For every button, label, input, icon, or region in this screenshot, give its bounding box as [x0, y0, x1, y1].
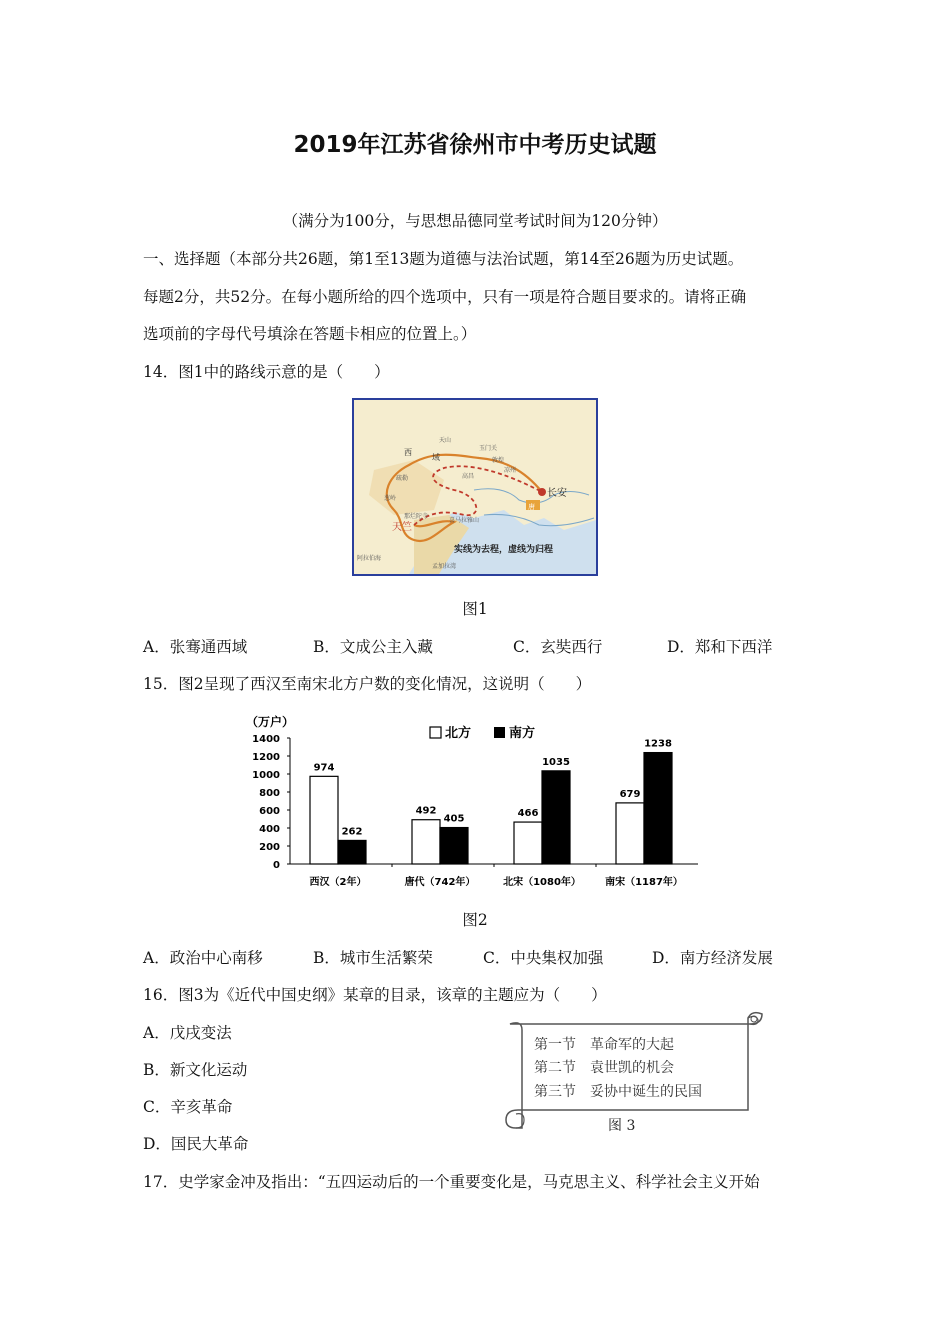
- legend-swatch-north: [430, 727, 441, 738]
- label-dunhuang: 敦煌: [492, 457, 505, 464]
- figure-2-label: 图2: [462, 911, 488, 929]
- label-liangzhou: 凉州: [504, 467, 517, 474]
- label-yumenguan: 玉门关: [479, 445, 498, 452]
- label-bay-of-bengal: 孟加拉湾: [432, 563, 457, 570]
- bar-south: [542, 771, 570, 864]
- label-yu: 域: [432, 453, 440, 462]
- section-instructions-line-2: 每题2分，共52分。在每小题所给的四个选项中，只有一项是符合题目要求的。请将正确: [143, 288, 747, 306]
- label-tang: 唐: [528, 503, 535, 511]
- label-arabian-sea: 阿拉伯海: [357, 555, 382, 562]
- data-label: 492: [415, 805, 437, 817]
- x-tick-label: 北宋（1080年）: [503, 877, 581, 888]
- x-tick-label: 唐代（742年）: [404, 877, 476, 888]
- scroll-line-1: 第一节 革命军的大起: [534, 1037, 674, 1053]
- bar-south: [644, 753, 672, 864]
- q14-option-c: C．玄奘西行: [513, 638, 603, 656]
- label-congling: 葱岭: [384, 495, 397, 502]
- changan-marker: [538, 488, 546, 496]
- q15-option-d: D．南方经济发展: [652, 949, 773, 967]
- section-instructions-line-1: 一、选择题（本部分共26题，第1至13题为道德与法治试题，第14至26题为历史试题。: [143, 250, 744, 268]
- q15-option-c: C．中央集权加强: [483, 949, 604, 967]
- data-label: 1035: [542, 756, 570, 768]
- y-tick-label: 200: [259, 842, 280, 853]
- legend-label-north: 北方: [445, 726, 472, 741]
- q16-option-a: A．戊戌变法: [143, 1024, 232, 1042]
- bar-north: [616, 803, 644, 864]
- q15-option-b: B．城市生活繁荣: [313, 949, 433, 967]
- label-xi: 西: [404, 448, 412, 457]
- q16-option-d: D．国民大革命: [143, 1135, 249, 1153]
- label-nalanda: 那烂陀寺: [404, 513, 429, 520]
- data-label: 262: [341, 826, 363, 838]
- label-gaochang: 高昌: [462, 473, 475, 480]
- x-tick-label: 南宋（1187年）: [605, 877, 683, 888]
- q14-option-d: D．郑和下西洋: [667, 638, 773, 656]
- q16-option-b: B．新文化运动: [143, 1061, 248, 1079]
- question-16-stem: 16．图3为《近代中国史纲》某章的目录，该章的主题应为（ ）: [143, 986, 607, 1004]
- data-label: 974: [313, 762, 335, 774]
- label-tianzhu: 天竺: [392, 522, 412, 533]
- legend-label-south: 南方: [509, 726, 536, 741]
- bar-north: [310, 776, 338, 864]
- scroll-line-2: 第二节 袁世凯的机会: [534, 1060, 674, 1076]
- bar-north: [412, 820, 440, 864]
- data-label: 466: [517, 808, 539, 820]
- q16-option-c: C．辛亥革命: [143, 1098, 233, 1116]
- bar-south: [440, 828, 468, 864]
- y-tick-label: 600: [259, 806, 280, 817]
- y-tick-label: 1200: [252, 752, 280, 763]
- x-tick-label: 西汉（2年）: [309, 877, 367, 888]
- question-15-stem: 15．图2呈现了西汉至南宋北方户数的变化情况，这说明（ ）: [143, 675, 592, 693]
- section-instructions-line-3: 选项前的字母代号填涂在答题卡相应的位置上。）: [143, 325, 477, 343]
- figure-1-label: 图1: [462, 600, 488, 618]
- bar-north: [514, 822, 542, 864]
- q15-option-a: A．政治中心南移: [143, 949, 263, 967]
- y-tick-label: 0: [273, 860, 280, 871]
- question-14-stem: 14．图1中的路线示意的是（ ）: [143, 363, 390, 381]
- y-tick-label: 800: [259, 788, 280, 799]
- legend-swatch-south: [494, 727, 505, 738]
- bar-south: [338, 840, 366, 864]
- figure-3-label: 图 3: [608, 1118, 636, 1134]
- q14-option-a: A．张骞通西域: [143, 638, 248, 656]
- data-label: 405: [443, 813, 465, 825]
- label-himalaya: 喜马拉雅山: [449, 517, 480, 524]
- map-caption: 实线为去程，虚线为归程: [454, 545, 554, 555]
- y-tick-label: 1000: [252, 770, 280, 781]
- data-label: 679: [619, 788, 641, 800]
- y-axis-label: （万户）: [246, 715, 295, 729]
- exam-note: （满分为100分，与思想品德同堂考试时间为120分钟）: [282, 212, 668, 230]
- figure-2-bar-chart: [240, 710, 710, 895]
- figure-1-map: [352, 398, 598, 576]
- question-17-stem: 17．史学家金冲及指出：“五四运动后的一个重要变化是，马克思主义、科学社会主义开始: [143, 1173, 760, 1191]
- y-tick-label: 1400: [252, 734, 280, 745]
- figure-3-scroll: [500, 1010, 770, 1142]
- y-tick-label: 400: [259, 824, 280, 835]
- label-changan: 长安: [547, 488, 567, 499]
- page-title: 2019年江苏省徐州市中考历史试题: [293, 132, 657, 158]
- data-label: 1238: [644, 738, 672, 750]
- label-shule: 疏勒: [396, 475, 409, 482]
- scroll-line-3: 第三节 妥协中诞生的民国: [534, 1084, 702, 1100]
- q14-option-b: B．文成公主入藏: [313, 638, 433, 656]
- label-tianshan: 天山: [439, 437, 452, 444]
